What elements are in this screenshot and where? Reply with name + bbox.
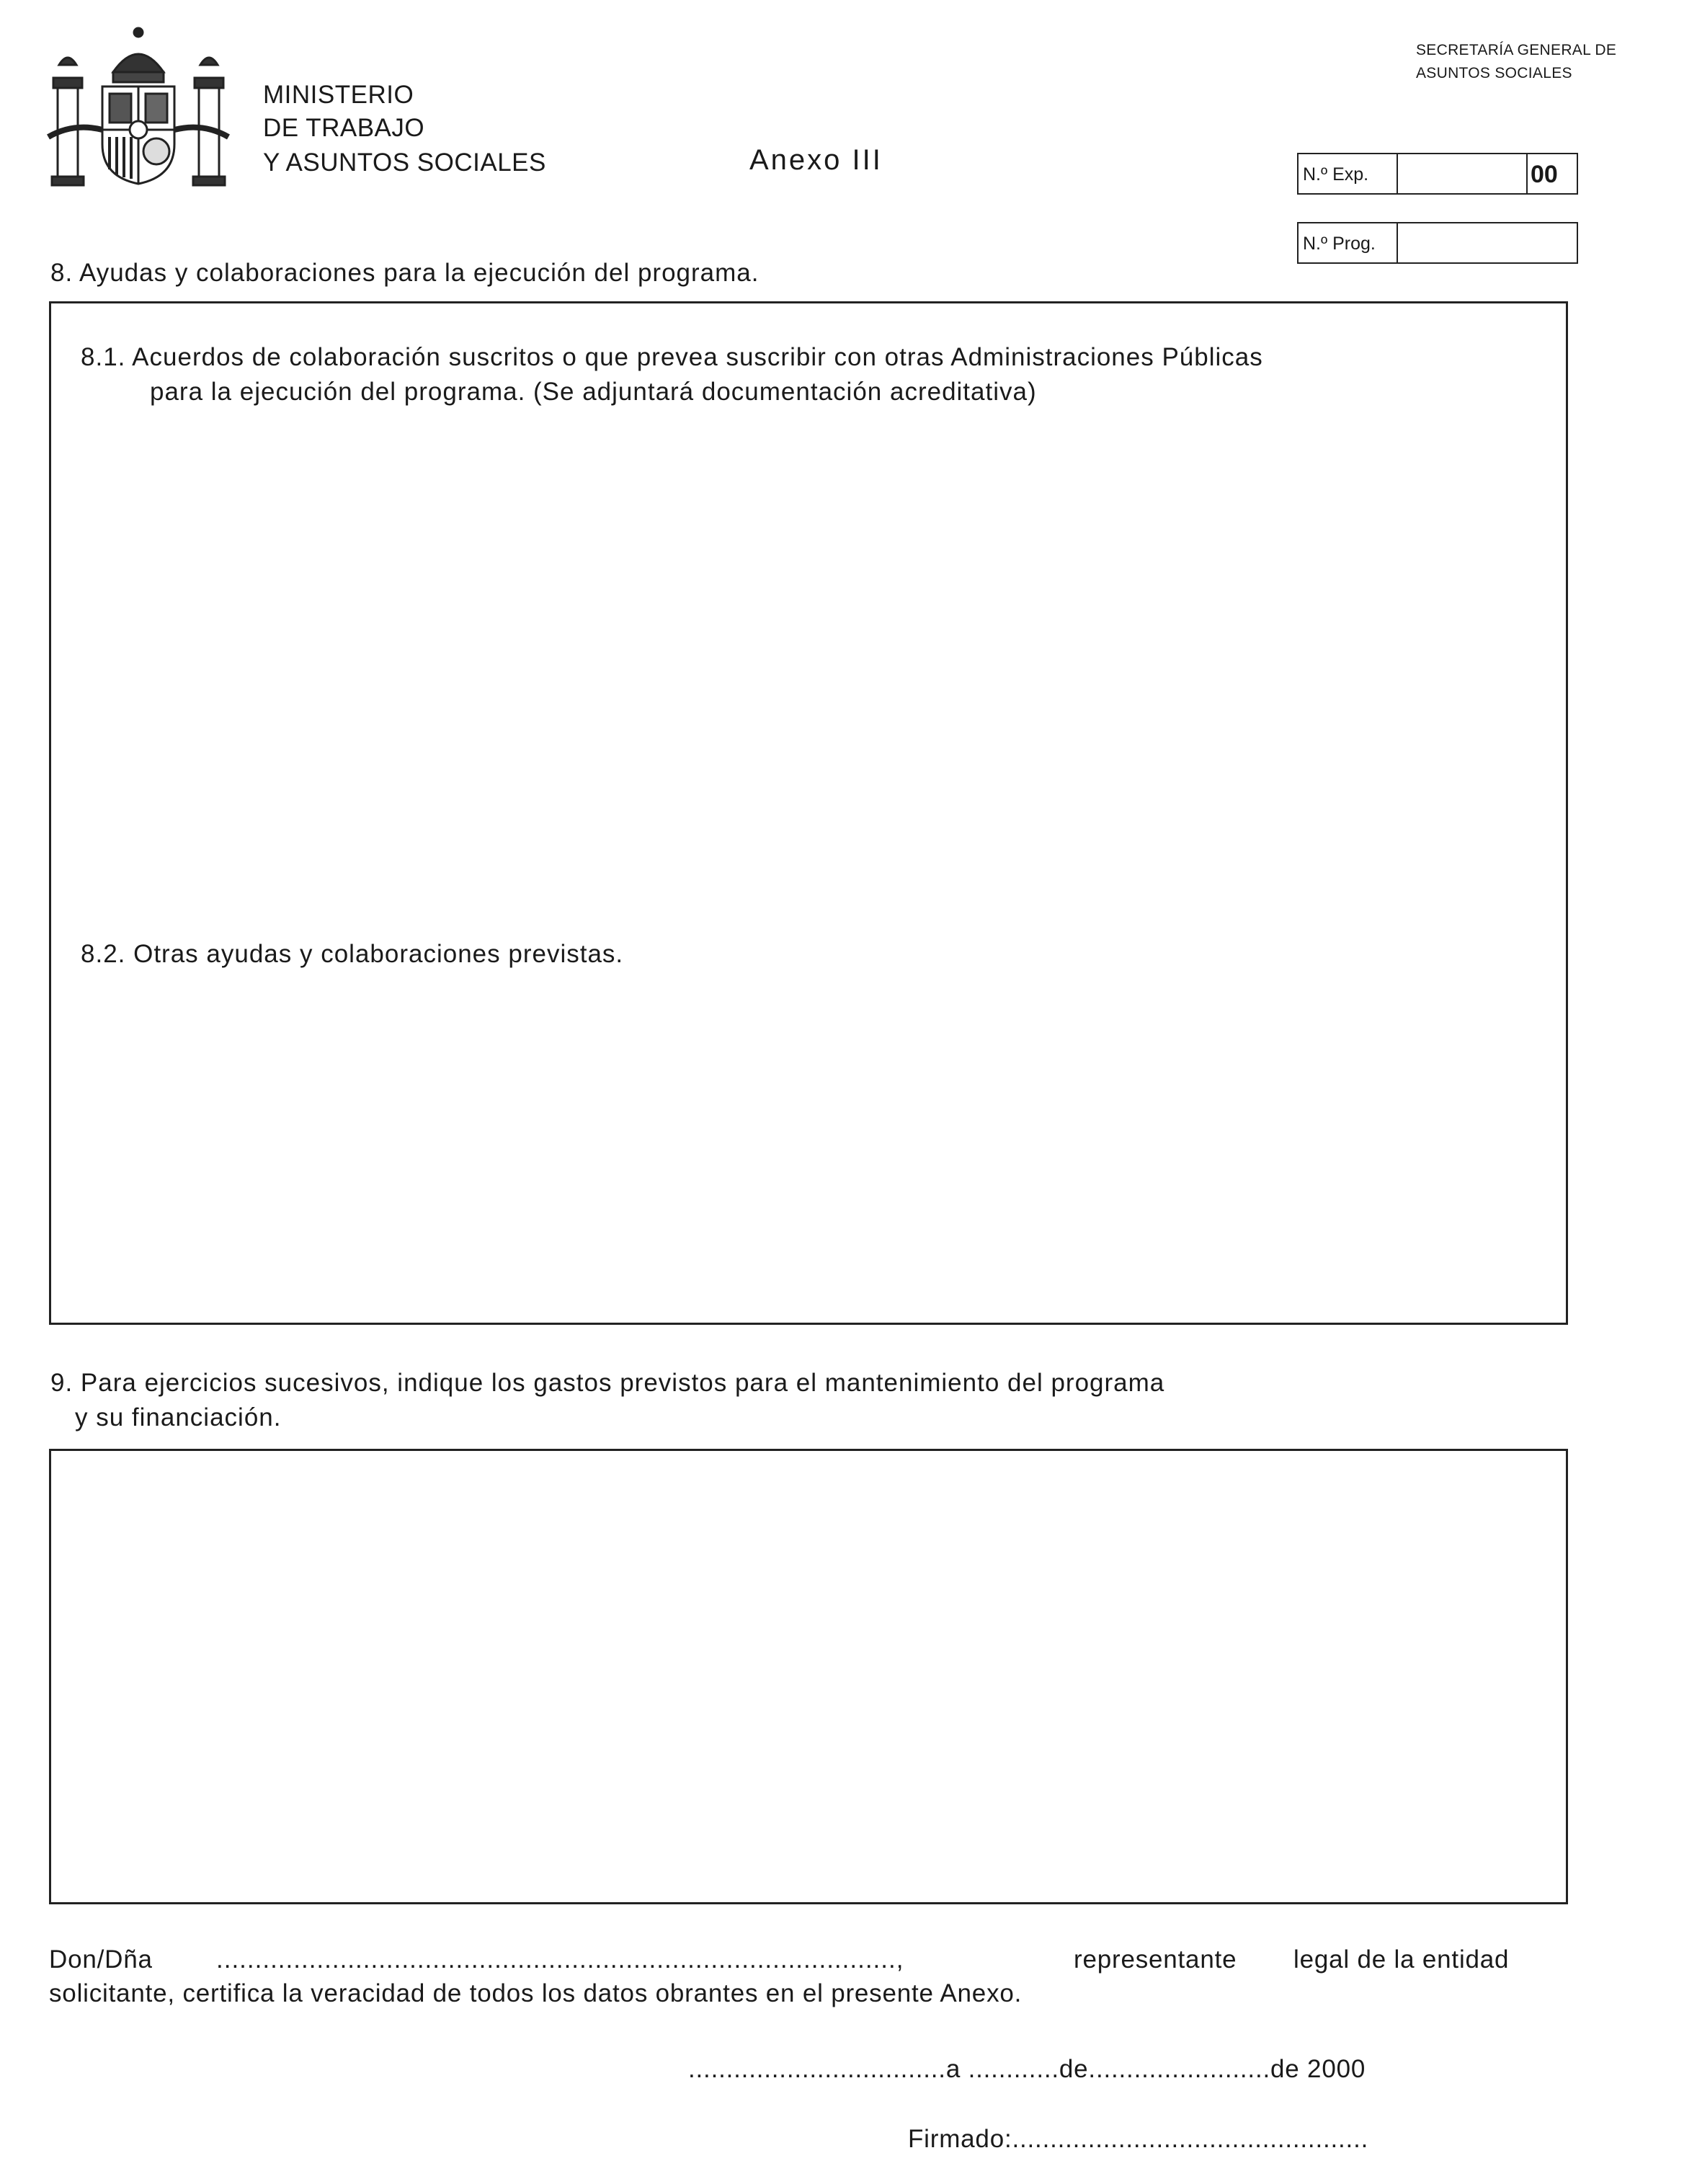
- exp-code: 00: [1531, 161, 1558, 188]
- cert-line-2: solicitante, certifica la veracidad de todos los datos obrantes en el presente Anexo.: [49, 1979, 1023, 2007]
- annex-title: Anexo III: [749, 144, 883, 176]
- cert-prefix: Don/Dña: [49, 1945, 153, 1974]
- section-9-title-line-2: y su financiación.: [75, 1403, 282, 1431]
- prog-divider: [1397, 223, 1398, 262]
- section-8-box[interactable]: [49, 301, 1568, 1325]
- ministry-name-line-3: Y ASUNTOS SOCIALES: [263, 148, 546, 177]
- cert-middle: representante: [1074, 1945, 1237, 1974]
- item-8-2: 8.2. Otras ayudas y colaboraciones previstas.: [81, 940, 624, 968]
- secretaria-line-1: SECRETARÍA GENERAL DE: [1416, 42, 1617, 58]
- secretaria-line-2: ASUNTOS SOCIALES: [1416, 65, 1572, 81]
- signature-line[interactable]: Firmado:...............................................: [908, 2125, 1369, 2153]
- cert-suffix: legal de la entidad: [1293, 1945, 1510, 1974]
- date-line[interactable]: ..................................a ............de........................de 2000: [688, 2055, 1366, 2083]
- item-8-1-line-2: para la ejecución del programa. (Se adjuntará documentación acreditativa): [150, 378, 1037, 406]
- prog-label: N.º Prog.: [1303, 234, 1376, 254]
- item-8-1-line-1: 8.1. Acuerdos de colaboración suscritos o que prevea suscribir con otras Administraciones Públicas: [81, 343, 1263, 371]
- exp-divider: [1397, 154, 1398, 193]
- section-9-box[interactable]: [49, 1449, 1568, 1904]
- exp-code-divider: [1526, 154, 1528, 193]
- coat-of-arms-icon: [45, 22, 232, 195]
- exp-label: N.º Exp.: [1303, 164, 1369, 185]
- ministry-name-line-2: DE TRABAJO: [263, 114, 425, 142]
- prog-number-box: [1297, 222, 1578, 264]
- cert-name-field[interactable]: ........................................................................................,: [216, 1945, 904, 1974]
- ministry-name-line-1: MINISTERIO: [263, 81, 414, 109]
- section-8-title: 8. Ayudas y colaboraciones para la ejecución del programa.: [50, 259, 760, 287]
- section-9-title-line-1: 9. Para ejercicios sucesivos, indique los gastos previstos para el mantenimiento del programa: [50, 1369, 1165, 1397]
- exp-number-box: [1297, 153, 1578, 195]
